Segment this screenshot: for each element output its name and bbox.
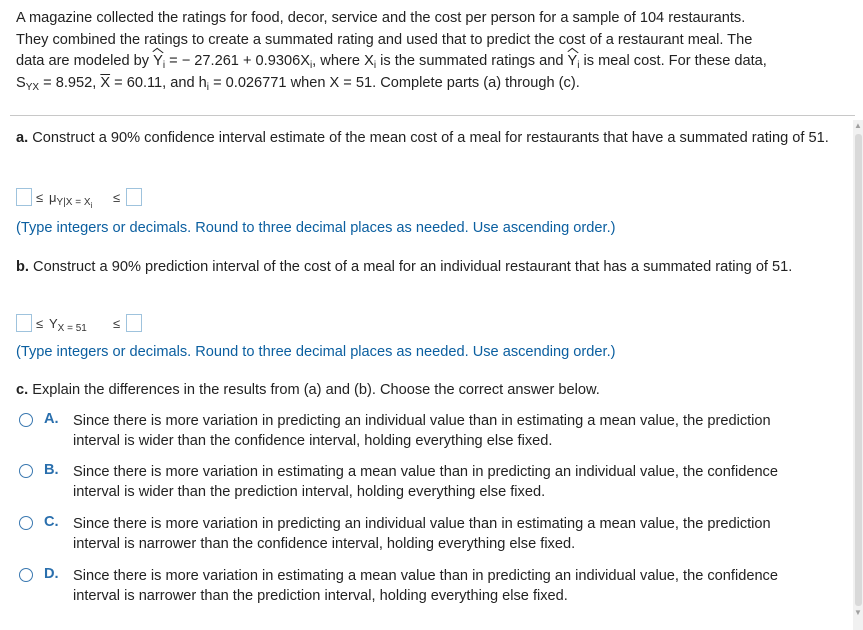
stem-text: , where X: [312, 53, 374, 69]
subscript-i: i: [373, 60, 377, 71]
syx-subscript: YX: [25, 81, 40, 93]
part-a-answer-row: [16, 188, 216, 210]
less-equal-symbol: ≤: [113, 316, 121, 331]
subscript-i: i: [206, 81, 210, 93]
part-a-hint: (Type integers or decimals. Round to three decimal places as needed. Use ascending order.): [16, 220, 616, 236]
scroll-down-arrow-icon[interactable]: ▼: [854, 608, 862, 617]
divider: [10, 115, 855, 116]
y-symbol: [49, 316, 87, 334]
scroll-up-arrow-icon[interactable]: ▲: [854, 121, 862, 130]
scrollbar-thumb[interactable]: [855, 134, 862, 606]
less-equal-symbol: ≤: [113, 190, 121, 205]
stem-line-1: A magazine collected the ratings for food, decor, service and the cost per person for a sample of 104 restaurants.: [16, 10, 746, 26]
y-hat-symbol: [153, 51, 166, 73]
option-d-letter: D.: [44, 566, 59, 582]
y-hat-symbol: [568, 51, 578, 73]
stem-text: is meal cost. For these data,: [579, 53, 767, 69]
stem-line-3: [16, 51, 861, 73]
part-c-prompt: [16, 380, 846, 400]
option-a-text[interactable]: Since there is more variation in predicting an individual value than in estimating a mean value, the prediction interval is wider than the confidence interval, holding everything else fixed.: [73, 413, 771, 449]
part-b-upper-bound-input[interactable]: [126, 314, 142, 332]
y-hat-letter: Y: [153, 53, 163, 69]
part-a-prompt: [16, 128, 846, 148]
radio-button-a[interactable]: [19, 413, 33, 427]
y-subscript: X = 51: [57, 323, 87, 334]
regression-equation: = − 27.261 + 0.9306X: [165, 53, 310, 69]
mu-symbol: [49, 190, 93, 210]
stem-text: = 60.11, and h: [110, 74, 207, 91]
option-b-letter: B.: [44, 462, 59, 478]
less-equal-symbol: ≤: [36, 190, 44, 205]
part-a-upper-bound-input[interactable]: [126, 188, 142, 206]
part-b-lower-bound-input[interactable]: [16, 314, 32, 332]
stem-text: is the summated ratings and: [376, 53, 568, 69]
mu-letter: μ: [49, 190, 57, 205]
y-hat-letter: Y: [567, 53, 578, 69]
y-letter: Y: [49, 316, 58, 331]
subscript-i: i: [162, 60, 166, 71]
part-b-prompt: [16, 257, 846, 277]
part-b-text: Construct a 90% prediction interval of the cost of a meal for an individual restaurant that has a summated rating of 51.: [28, 259, 793, 275]
stem-text: = 0.026771 when X = 51. Complete parts (a) through (c).: [209, 74, 580, 91]
part-a-lower-bound-input[interactable]: [16, 188, 32, 206]
subscript-i: i: [577, 60, 580, 71]
radio-button-b[interactable]: [19, 464, 33, 478]
stem-line-2: They combined the ratings to create a summated rating and used that to predict the cost of a restaurant meal. The: [16, 31, 753, 48]
part-c-text: Explain the differences in the results from (a) and (b). Choose the correct answer below.: [28, 382, 600, 398]
part-a-letter: a.: [16, 130, 29, 146]
part-b-hint: (Type integers or decimals. Round to three decimal places as needed. Use ascending order.): [16, 344, 616, 360]
question-stem: [16, 8, 861, 94]
part-a-text: Construct a 90% confidence interval estimate of the mean cost of a meal for restaurants that have a summated rating of 51.: [28, 130, 829, 146]
mu-subsubscript: i: [90, 201, 93, 210]
subscript-i: i: [309, 60, 313, 71]
stem-text: = 8.952,: [39, 74, 101, 91]
option-c-text[interactable]: Since there is more variation in predicting an individual value than in estimating a mean value, the prediction interval is narrower than the confidence interval, holding everything else fixed.: [73, 516, 771, 552]
option-c-letter: C.: [44, 514, 59, 530]
radio-button-d[interactable]: [19, 568, 33, 582]
option-a-letter: A.: [44, 411, 59, 427]
part-b-letter: b.: [16, 259, 29, 275]
less-equal-symbol: ≤: [36, 316, 44, 331]
option-d-text[interactable]: Since there is more variation in estimating a mean value than in predicting an individual value, the confidence interval is narrower than the prediction interval, holding everything else fixed.: [73, 568, 778, 604]
syx-symbol: S: [16, 74, 26, 91]
radio-button-c[interactable]: [19, 516, 33, 530]
x-bar-symbol: $\overline{X}$: [100, 74, 111, 91]
mu-subscript: Y|X = X: [56, 197, 91, 208]
option-b-text[interactable]: Since there is more variation in estimating a mean value than in predicting an individual value, the confidence interval is wider than the prediction interval, holding everything else fixed.: [73, 464, 778, 500]
stem-text: data are modeled by: [16, 53, 154, 69]
stem-line-4: [16, 73, 861, 95]
part-c-letter: c.: [16, 382, 29, 398]
part-b-answer-row: [16, 314, 216, 336]
